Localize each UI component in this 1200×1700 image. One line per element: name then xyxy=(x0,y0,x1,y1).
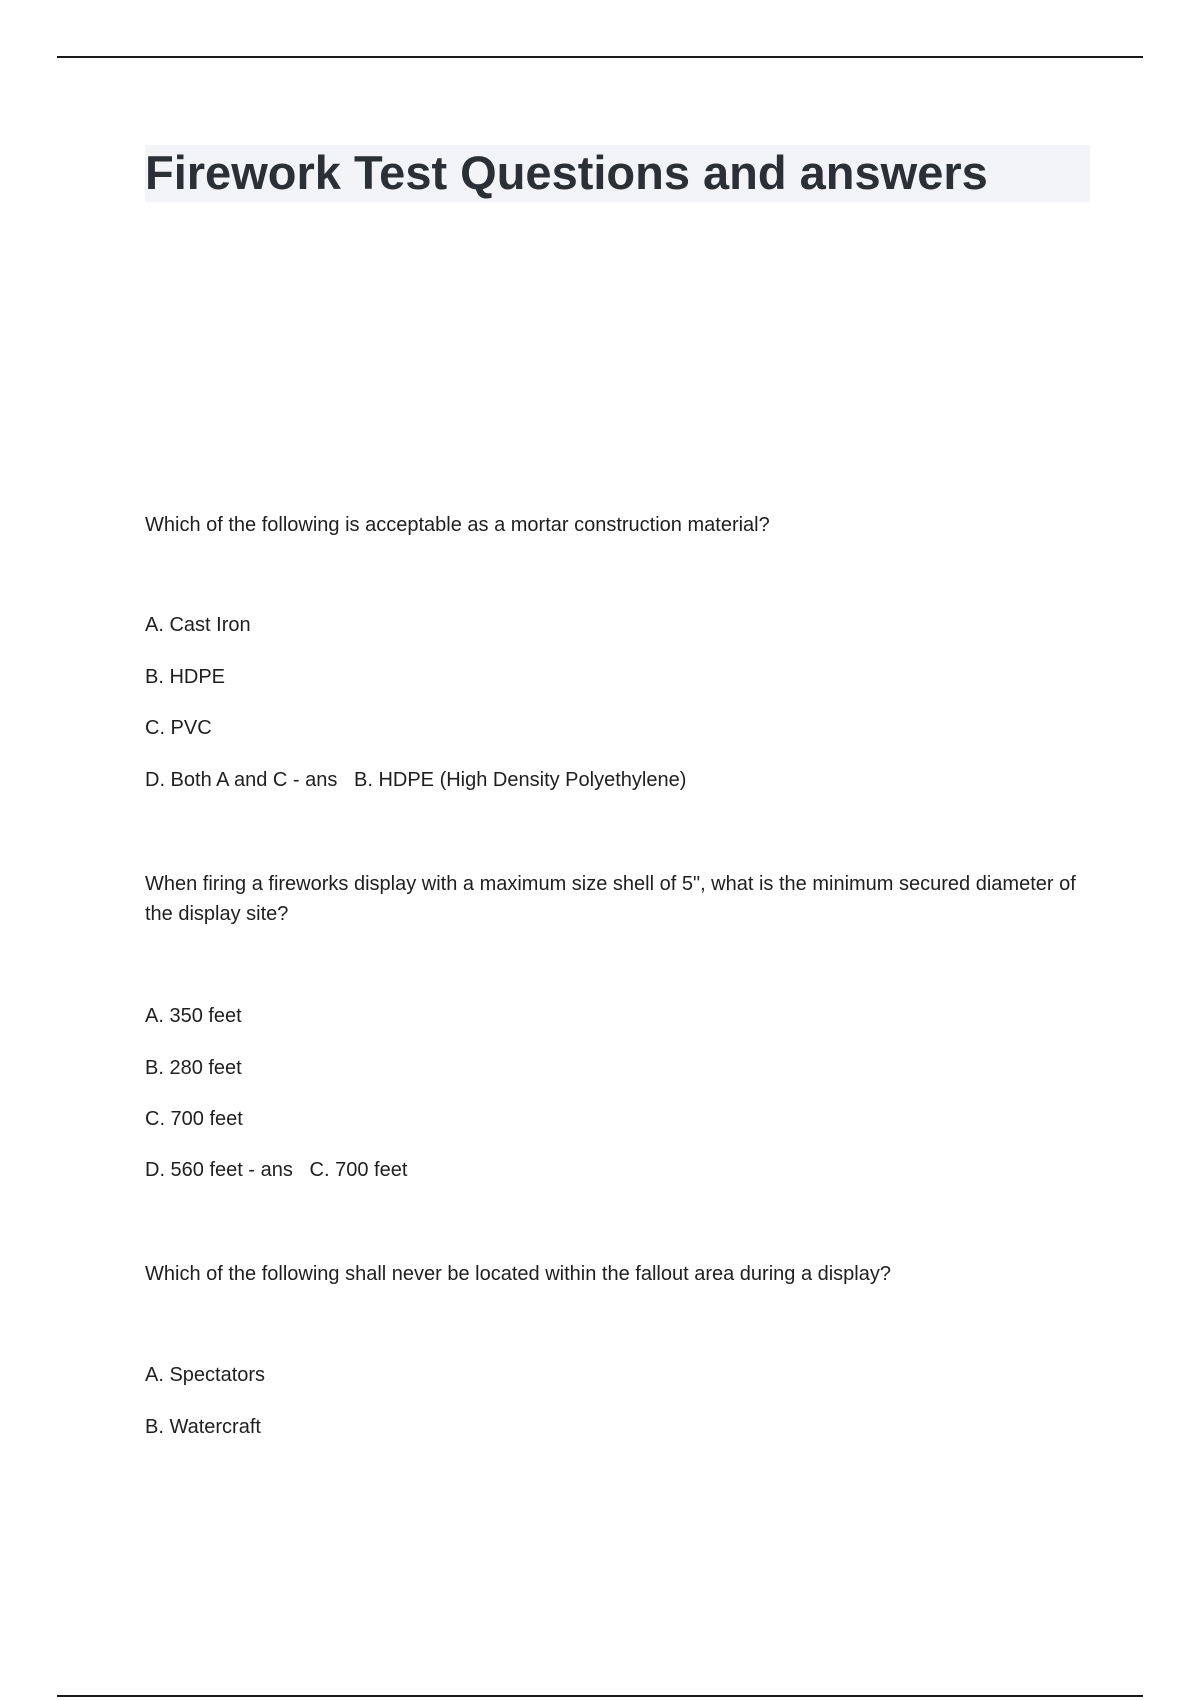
answer-option-with-answer: D. Both A and C - ans B. HDPE (High Density Polyethylene) xyxy=(145,769,687,791)
answer-option: A. Cast Iron xyxy=(145,614,251,636)
bottom-rule xyxy=(57,1695,1143,1697)
document-title: Firework Test Questions and answers xyxy=(145,146,988,199)
answer-option: C. 700 feet xyxy=(145,1108,243,1130)
question-text: When firing a fireworks display with a maximum size shell of 5", what is the minimum secured diameter of the display site? xyxy=(145,873,1076,925)
answer-option: C. PVC xyxy=(145,717,212,739)
answer-option: A. 350 feet xyxy=(145,1005,242,1027)
question-text: Which of the following is acceptable as a mortar construction material? xyxy=(145,514,770,536)
question-text: Which of the following shall never be located within the fallout area during a display? xyxy=(145,1263,891,1285)
top-rule xyxy=(57,56,1143,58)
answer-option-with-answer: D. 560 feet - ans C. 700 feet xyxy=(145,1159,408,1181)
answer-option: B. 280 feet xyxy=(145,1057,242,1079)
answer-option: B. HDPE xyxy=(145,666,226,688)
answer-option: A. Spectators xyxy=(145,1364,266,1386)
answer-option: B. Watercraft xyxy=(145,1416,261,1438)
